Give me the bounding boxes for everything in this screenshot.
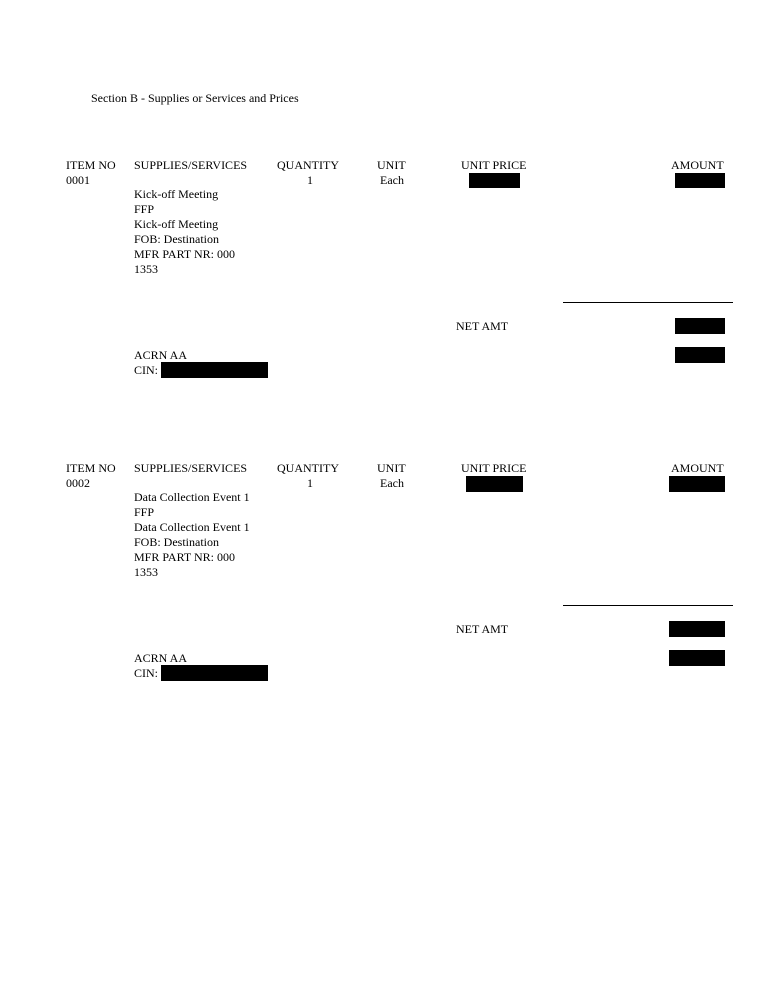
cin-label: CIN: <box>134 666 158 680</box>
redacted-net-amount <box>669 621 725 637</box>
header-amount: AMOUNT <box>671 158 724 172</box>
item-description <box>134 490 250 580</box>
item-unit: Each <box>380 476 404 490</box>
acrn-label: ACRN AA <box>134 651 188 665</box>
description-line: 1353 <box>134 262 158 276</box>
header-supplies-services: SUPPLIES/SERVICES <box>134 158 248 172</box>
description-line: Kick-off Meeting <box>134 217 219 231</box>
cin-label: CIN: <box>134 363 158 377</box>
redacted-unit-price <box>466 476 523 492</box>
header-unit: UNIT <box>377 158 406 172</box>
header-amount: AMOUNT <box>671 461 724 475</box>
item-description <box>134 187 235 277</box>
description-line: Data Collection Event 1 <box>134 520 250 534</box>
description-line: MFR PART NR: 000 <box>134 247 235 261</box>
description-line: 1353 <box>134 565 158 579</box>
redacted-acrn-amount <box>669 650 725 666</box>
redacted-cin <box>161 362 268 378</box>
net-amount-rule <box>563 302 733 303</box>
header-unit: UNIT <box>377 461 406 475</box>
redacted-net-amount <box>675 318 725 334</box>
net-amount-rule <box>563 605 733 606</box>
description-line: FFP <box>134 505 155 519</box>
item-quantity: 1 <box>307 476 313 490</box>
description-line: FOB: Destination <box>134 535 220 549</box>
redacted-amount <box>669 476 725 492</box>
header-supplies-services: SUPPLIES/SERVICES <box>134 461 248 475</box>
header-item-no: ITEM NO <box>66 158 116 172</box>
description-line: FOB: Destination <box>134 232 220 246</box>
header-item-no: ITEM NO <box>66 461 116 475</box>
header-quantity: QUANTITY <box>277 158 339 172</box>
item-unit: Each <box>380 173 404 187</box>
redacted-cin <box>161 665 268 681</box>
redacted-unit-price <box>469 173 520 188</box>
redacted-acrn-amount <box>675 347 725 363</box>
header-unit-price: UNIT PRICE <box>461 158 527 172</box>
net-amt-label: NET AMT <box>456 622 509 636</box>
acrn-label: ACRN AA <box>134 348 188 362</box>
redacted-amount <box>675 173 725 188</box>
item-quantity: 1 <box>307 173 313 187</box>
section-title: Section B - Supplies or Services and Prices <box>91 91 299 105</box>
header-unit-price: UNIT PRICE <box>461 461 527 475</box>
description-line: MFR PART NR: 000 <box>134 550 235 564</box>
description-line: Data Collection Event 1 <box>134 490 250 504</box>
description-line: FFP <box>134 202 155 216</box>
header-quantity: QUANTITY <box>277 461 339 475</box>
description-line: Kick-off Meeting <box>134 187 219 201</box>
item-number: 0001 <box>66 173 90 187</box>
item-number: 0002 <box>66 476 90 490</box>
net-amt-label: NET AMT <box>456 319 509 333</box>
